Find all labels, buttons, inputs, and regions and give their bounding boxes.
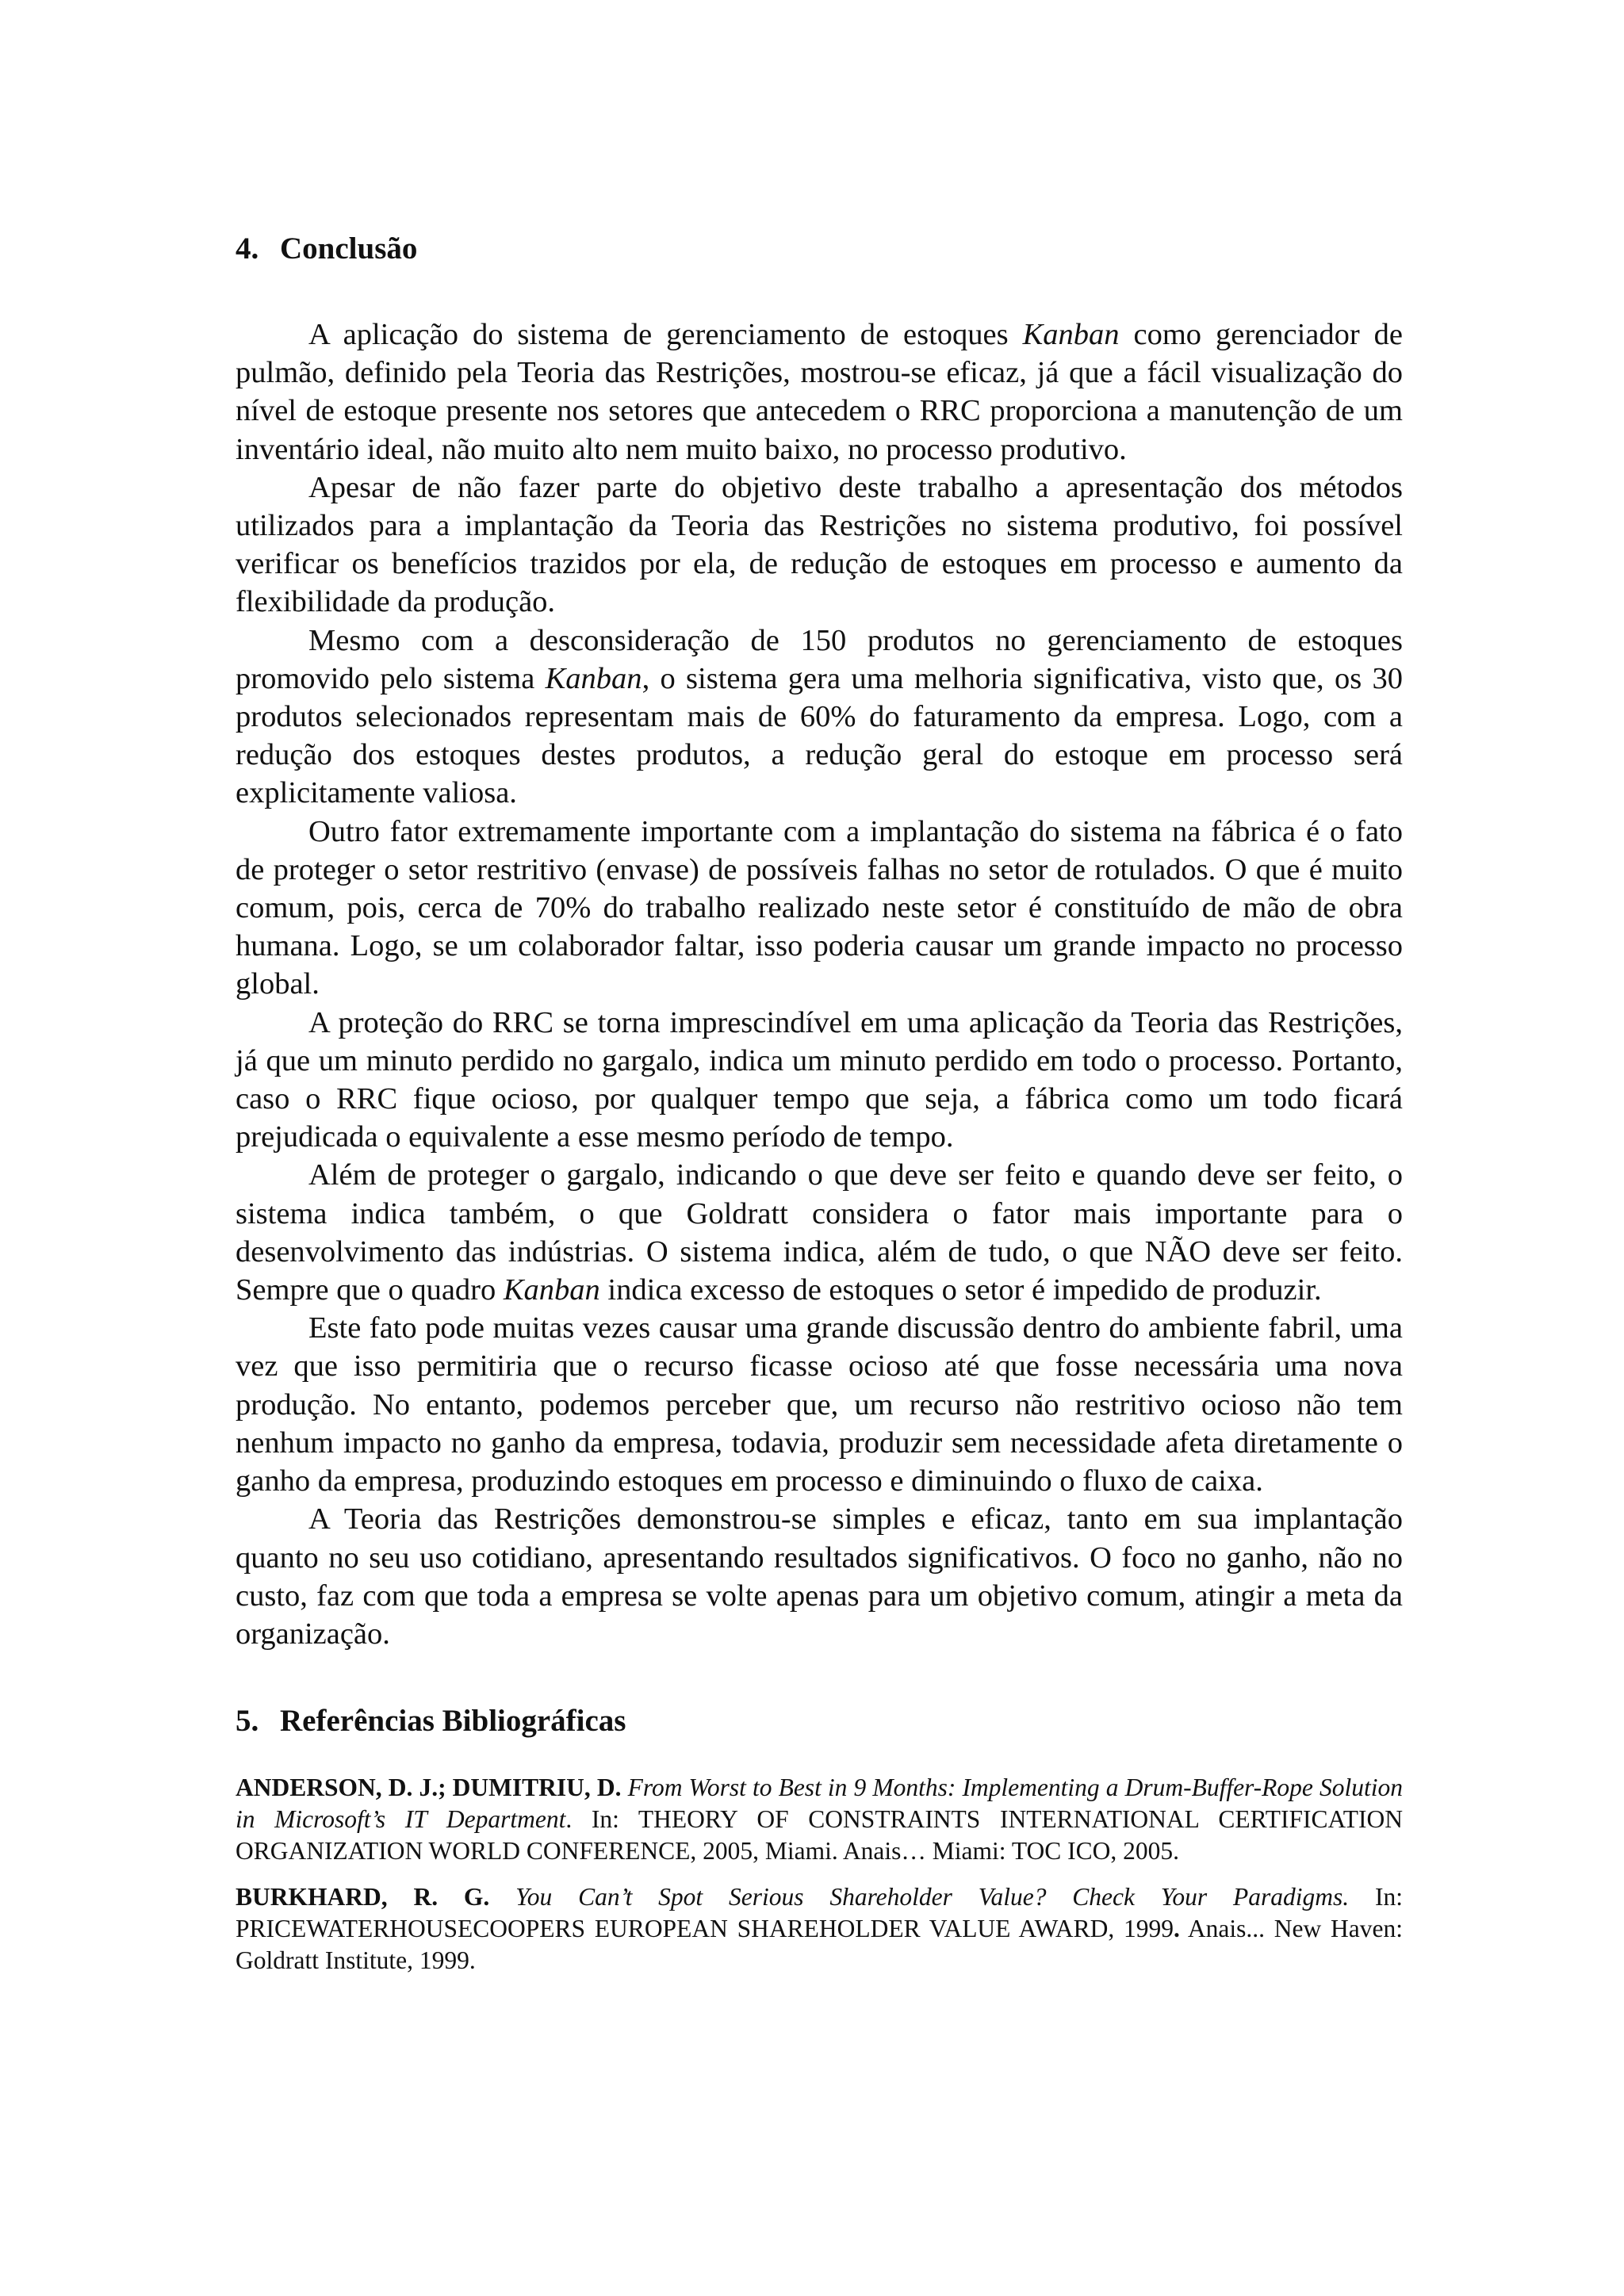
section-heading-references: [236, 1702, 1403, 1740]
reference-text: . In: THEORY OF CONSTRAINTS INTERNATIONAL CERTIFICATION ORGANIZATION WORLD CONFERENCE, 2005, Miami. Anais… Miami: TOC ICO, 2005.: [236, 1805, 1403, 1866]
section-title: Conclusão: [280, 232, 418, 266]
reference-entry: [236, 1772, 1403, 1867]
paragraph-text: , o sistema gera uma melhoria significativa, visto que, os 30 produtos selecionados representam mais de 60% do faturamento da empresa. Logo, com a redução dos estoques destes produtos, a redução geral do estoque em processo será explicitamente valiosa.: [236, 661, 1403, 810]
section-number: 5.: [236, 1704, 259, 1739]
paragraph: [236, 316, 1403, 469]
paragraph: [236, 1500, 1403, 1653]
paragraph: [236, 622, 1403, 813]
reference-bold-text: BURKHARD, R. G.: [236, 1883, 490, 1911]
document-page: [236, 230, 1403, 1991]
section-heading-conclusion: [236, 230, 1403, 268]
section-title: Referências Bibliográficas: [280, 1704, 626, 1739]
reference-text: In: PRICEWATERHOUSECOOPERS EUROPEAN SHAREHOLDER VALUE AWARD, 1999: [236, 1883, 1403, 1943]
reference-text: [622, 1774, 628, 1801]
paragraph: [236, 1004, 1403, 1157]
paragraph-text: Apesar de não fazer parte do objetivo deste trabalho a apresentação dos métodos utilizados para a implantação da Teoria das Restrições no sistema produtivo, foi possível verificar os benefícios trazidos por ela, de redução de estoques em processo e aumento da flexibilidade da produção.: [236, 470, 1403, 619]
paragraph-text: Mesmo com a desconsideração de 150 produtos no gerenciamento de estoques promovido pelo sistema: [236, 623, 1403, 695]
paragraph-text: Este fato pode muitas vezes causar uma grande discussão dentro do ambiente fabril, uma vez que isso permitiria que o recurso ficasse ocioso até que fosse necessária uma nova produção. No entanto, podemos perceber que, um recurso não restritivo ocioso não tem nenhum impacto no ganho da empresa, todavia, produzir sem necessidade afeta diretamente o ganho da empresa, produzindo estoques em processo e diminuindo o fluxo de caixa.: [236, 1311, 1403, 1498]
reference-text: [489, 1883, 515, 1911]
reference-text: Anais... New Haven: Goldratt Institute, 1999.: [236, 1915, 1403, 1975]
paragraph-text: Além de proteger o gargalo, indicando o que deve ser feito e quando deve ser feito, o sistema indica também, o que Goldratt considera o fator mais importante para o desenvolvimento das indústrias. O sistema indica, além de tudo, o que NÃO deve ser feito. Sempre que o quadro: [236, 1158, 1403, 1307]
references-list: [236, 1772, 1403, 1976]
reference-bold-text: .: [1174, 1915, 1180, 1943]
emphasis-text: Kanban: [1022, 318, 1120, 351]
paragraph: [236, 1309, 1403, 1500]
paragraph-text: como gerenciador de pulmão, definido pela Teoria das Restrições, mostrou-se eficaz, já que a fácil visualização do nível de estoque presente nos setores que antecedem o RRC proporciona a manutenção de um inventário ideal, não muito alto nem muito baixo, no processo produtivo.: [236, 318, 1403, 466]
section-number: 4.: [236, 232, 259, 266]
paragraph: [236, 1156, 1403, 1309]
paragraph-text: A proteção do RRC se torna imprescindível em uma aplicação da Teoria das Restrições, já que um minuto perdido no gargalo, indica um minuto perdido em todo o processo. Portanto, caso o RRC fique ocioso, por qualquer tempo que seja, a fábrica como um todo ficará prejudicada o equivalente a esse mesmo período de tempo.: [236, 1005, 1403, 1154]
reference-bold-text: ANDERSON, D. J.; DUMITRIU, D.: [236, 1774, 622, 1802]
paragraph: [236, 469, 1403, 622]
reference-title: You Can’t Spot Serious Shareholder Value? Check Your Paradigms.: [515, 1883, 1350, 1911]
paragraph-text: indica excesso de estoques o setor é impedido de produzir.: [599, 1273, 1322, 1307]
reference-entry: [236, 1881, 1403, 1976]
paragraph: [236, 813, 1403, 1004]
emphasis-text: Kanban: [545, 661, 642, 695]
paragraph-text: Outro fator extremamente importante com a implantação do sistema na fábrica é o fato de proteger o setor restritivo (envase) de possíveis falhas no setor de rotulados. O que é muito comum, pois, cerca de 70% do trabalho realizado neste setor é constituído de mão de obra humana. Logo, se um colaborador faltar, isso poderia causar um grande impacto no processo global.: [236, 814, 1403, 1001]
conclusion-body: [236, 316, 1403, 1653]
paragraph-text: A Teoria das Restrições demonstrou-se simples e eficaz, tanto em sua implantação quanto no seu uso cotidiano, apresentando resultados significativos. O foco no ganho, não no custo, faz com que toda a empresa se volte apenas para um objetivo comum, atingir a meta da organização.: [236, 1502, 1403, 1651]
emphasis-text: Kanban: [503, 1273, 600, 1307]
paragraph-text: A aplicação do sistema de gerenciamento de estoques: [308, 318, 1023, 351]
reference-title: From Worst to Best in 9 Months: Implementing a Drum-Buffer-Rope Solution in Microsoft’s IT Department: [236, 1774, 1403, 1834]
